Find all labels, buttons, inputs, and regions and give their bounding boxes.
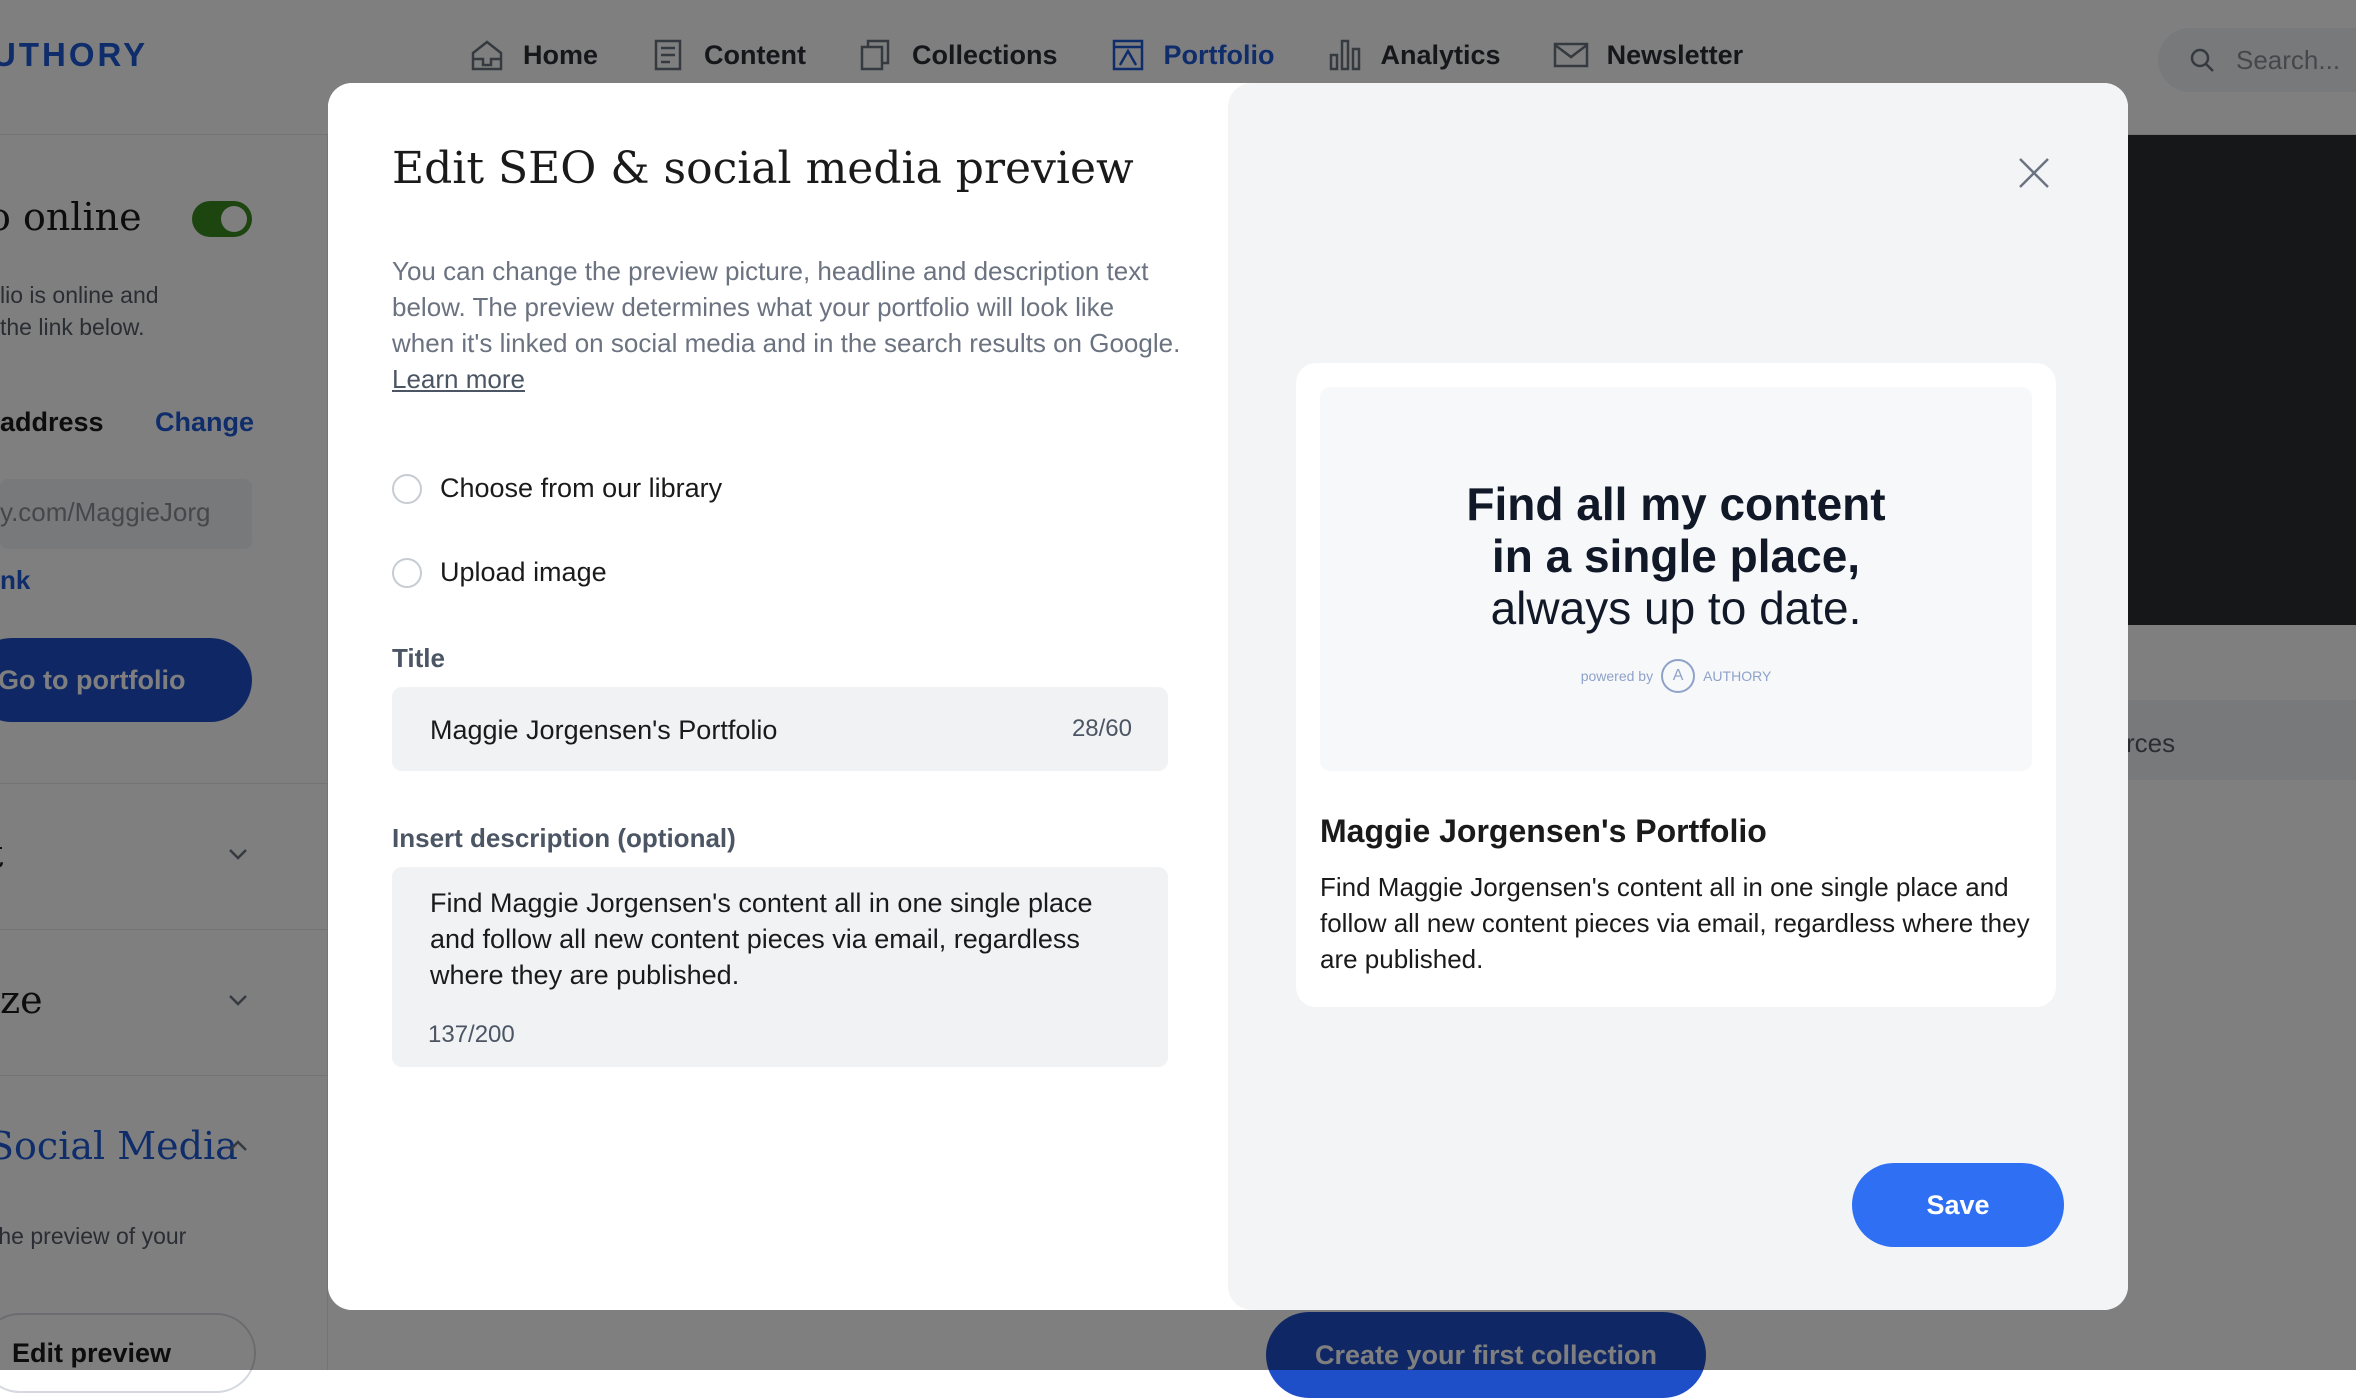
brand-name: AUTHORY [1703,668,1772,684]
authory-logo-icon: A [1661,659,1695,693]
option-label: Upload image [440,557,607,587]
preview-image-line: always up to date. [1490,582,1862,634]
preview-description: Find Maggie Jorgensen's content all in one single place and follow all new content pieces via email, regardless where they are published. [1320,872,2030,974]
preview-image-line: Find all my content [1466,478,1886,530]
social-preview-card [1296,363,2056,1007]
powered-by [1320,659,2032,693]
learn-more-link[interactable]: Learn more [392,364,525,394]
preview-image [1320,387,2032,771]
title-label: Title [392,643,445,673]
description-label: Insert description (optional) [392,823,736,853]
close-icon[interactable] [2014,153,2054,193]
title-char-count: 28/60 [1071,715,1132,742]
description-char-count: 137/200 [428,1021,515,1048]
modal-title: Edit SEO & social media preview [392,143,1134,194]
title-input[interactable] [392,687,1168,771]
option-choose-library[interactable] [392,473,722,504]
option-label: Choose from our library [440,473,723,503]
title-value: Maggie Jorgensen's Portfolio [430,715,778,745]
preview-title: Maggie Jorgensen's Portfolio [1320,813,1767,849]
description-value: Find Maggie Jorgensen's content all in one single place and follow all new content pieces via email, regardless where they are published. [430,888,1093,990]
radio-button[interactable] [392,558,422,588]
powered-by-text: powered by [1580,668,1654,684]
seo-preview-modal [328,83,2128,1310]
description-textarea[interactable] [392,867,1168,1067]
preview-image-line: in a single place, [1491,530,1861,582]
radio-button[interactable] [392,474,422,504]
modal-intro [392,253,1182,397]
modal-form-panel [328,83,1228,1310]
save-button[interactable]: Save [1852,1163,2064,1247]
option-upload-image[interactable] [392,557,607,588]
intro-text: You can change the preview picture, headline and description text below. The preview determines what your portfolio will look like when it's linked on social media and in the search results on Google. [392,256,1181,358]
